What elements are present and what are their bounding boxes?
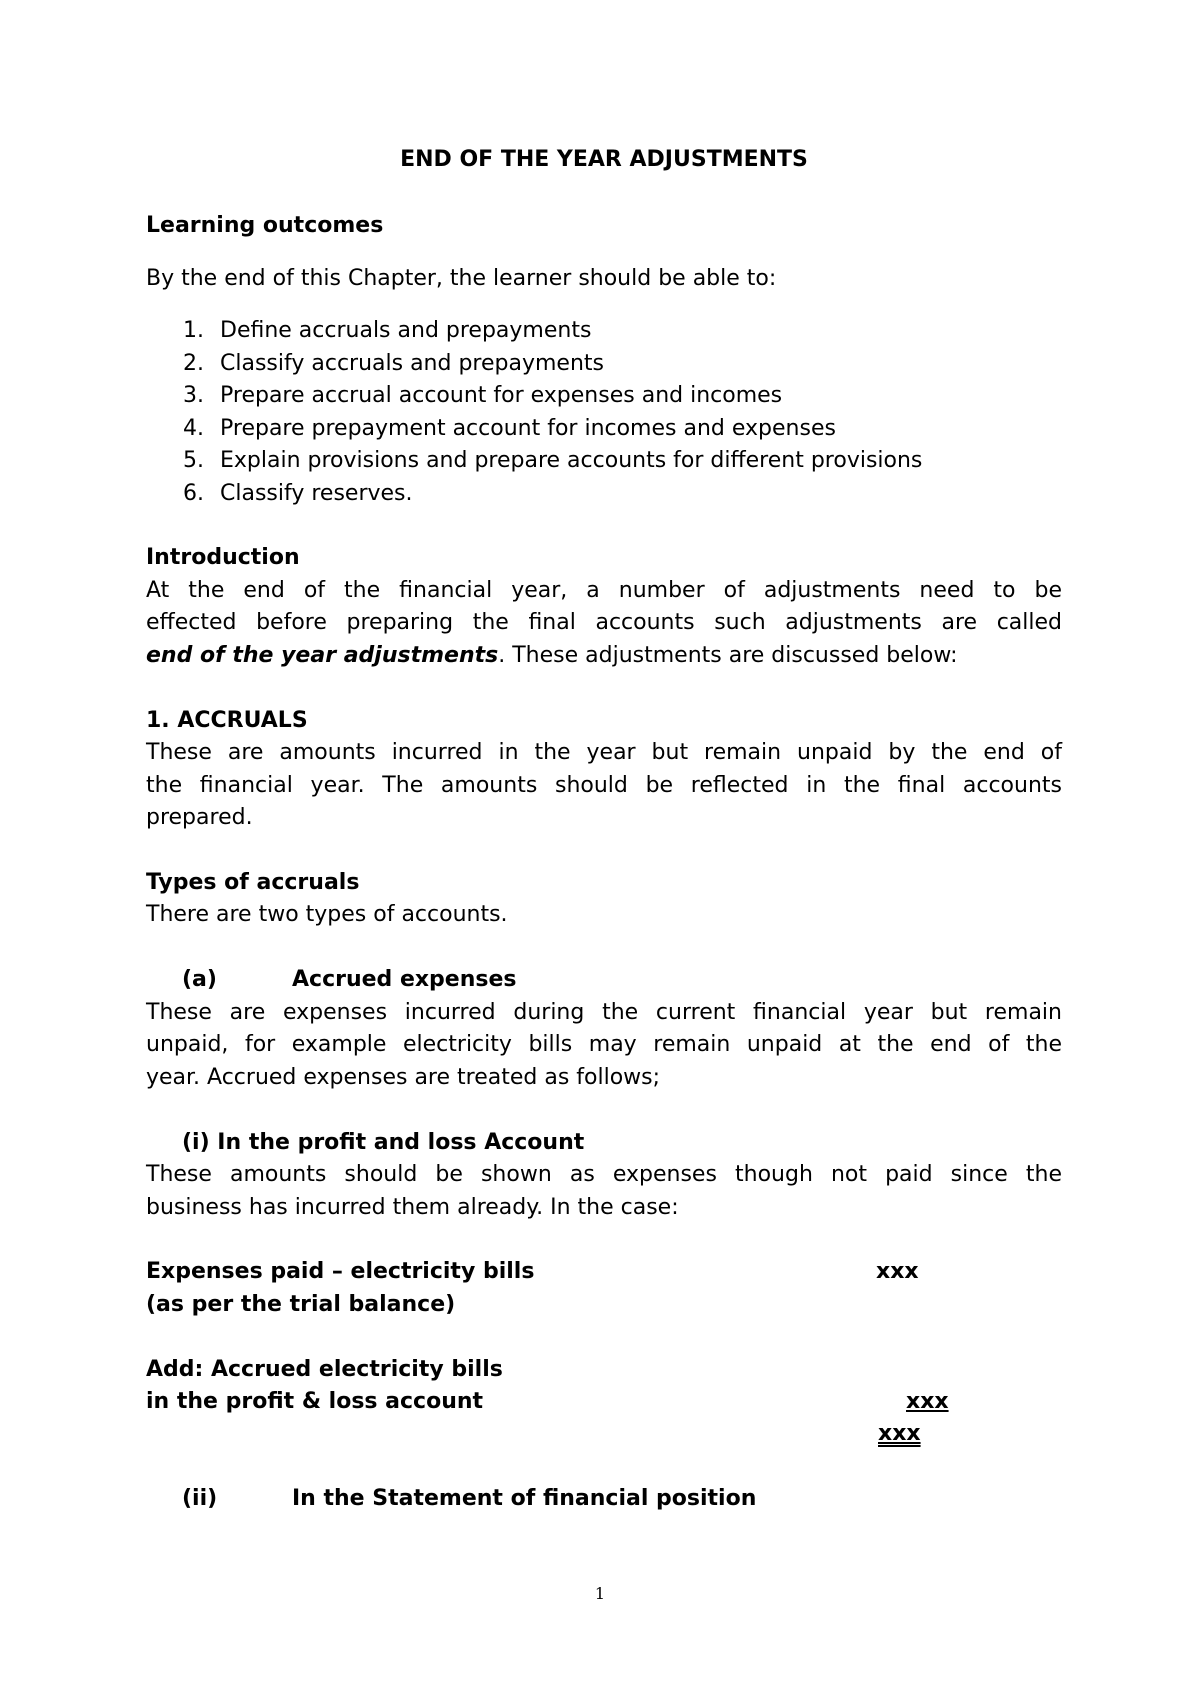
accruals-line-2: the financial year. The amounts should be reflected in the final accounts xyxy=(146,773,1062,798)
calc-row-1-label: Expenses paid – electricity bills xyxy=(146,1259,535,1284)
accruals-line-1: These are amounts incurred in the year but remain unpaid by the end of xyxy=(146,740,1062,765)
pl-account-heading: (i) In the profit and loss Account xyxy=(182,1130,585,1155)
introduction-line-2: effected before preparing the final accounts such adjustments are called xyxy=(146,610,1062,635)
accrued-expenses-line-3: year. Accrued expenses are treated as follows; xyxy=(146,1065,661,1090)
calc-row-3-label: Add: Accrued electricity bills xyxy=(146,1357,503,1382)
sfp-label: (ii) xyxy=(182,1486,218,1511)
accrued-expenses-line-2: unpaid, for example electricity bills may remain unpaid at the end of the xyxy=(146,1032,1062,1057)
document-page: END OF THE YEAR ADJUSTMENTS Learning outcomes By the end of this Chapter, the learner should be able to: 1. Define accruals and prepayments 2. Classify accruals and prepayments 3. Prepare accrual account for expenses and incomes 4. Prepare prepayment account for incomes and expenses 5. Explain provisions and prepare accounts for different provisions 6. Classify reserves. Introduction At the end of the financial year, a number of adjustments need to be effected before preparing the final accounts such adjustments are called end of the year adjustments. These adjustments are discussed below: 1. ACCRUALS These are amounts incurred in the year but remain unpaid by the end of the financial year. The amounts should be reflected in the final accounts prepared. Types of accruals There are two types of accounts. (a) Accrued expenses These are expenses incurred during the current financial year but remain unpaid, for example electricity bills may remain unpaid at the end of the year. Accrued expenses are treated as follows; (i) In the profit and loss Account These amounts should be shown as expenses though not paid since the business has incurred them already. In the case: Expenses paid – electricity bills xxx (as per the trial balance) Add: Accrued electricity bills in the profit & loss account xxx xxx (ii) In the Statement of financial position xyxy=(146,0,1062,1698)
accrued-expenses-label: (a) xyxy=(182,967,217,992)
accrued-expenses-heading: Accrued expenses xyxy=(292,967,517,992)
calc-row-1-value: xxx xyxy=(876,1259,919,1284)
learning-outcomes-heading: Learning outcomes xyxy=(146,213,384,238)
accruals-line-3: prepared. xyxy=(146,805,253,830)
introduction-line-1: At the end of the financial year, a number of adjustments need to be xyxy=(146,578,1062,603)
calc-row-4-label: in the profit & loss account xyxy=(146,1389,484,1414)
learning-outcomes-intro: By the end of this Chapter, the learner should be able to: xyxy=(146,266,777,291)
calc-total-value: xxx xyxy=(878,1421,921,1446)
calc-row-4-value: xxx xyxy=(906,1389,949,1414)
types-heading: Types of accruals xyxy=(146,870,360,895)
calc-row-2-label: (as per the trial balance) xyxy=(146,1292,456,1317)
document-title: END OF THE YEAR ADJUSTMENTS xyxy=(400,147,808,172)
accruals-heading: 1. ACCRUALS xyxy=(146,708,308,733)
types-text: There are two types of accounts. xyxy=(146,902,508,927)
pl-account-line-1: These amounts should be shown as expenses though not paid since the xyxy=(146,1162,1062,1187)
page-number: 1 xyxy=(594,1584,606,1603)
accrued-expenses-line-1: These are expenses incurred during the current financial year but remain xyxy=(146,1000,1062,1025)
introduction-line-3: end of the year adjustments. These adjustments are discussed below: xyxy=(146,643,958,668)
emphasis-text: end of the year adjustments xyxy=(146,643,499,668)
introduction-heading: Introduction xyxy=(146,545,300,570)
pl-account-line-2: business has incurred them already. In the case: xyxy=(146,1195,679,1220)
sfp-heading: In the Statement of financial position xyxy=(292,1486,757,1511)
